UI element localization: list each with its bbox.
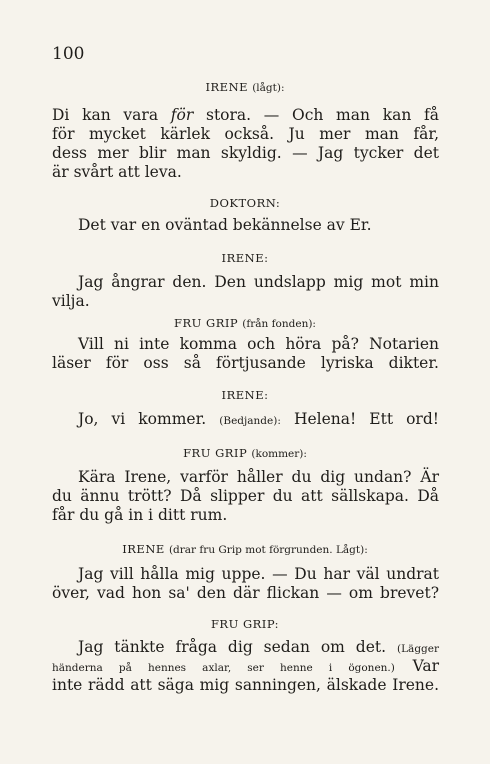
stage-direction: (kommer):	[251, 448, 307, 460]
dialogue-line: Kära Irene, varför håller du dig undan? Är	[78, 468, 439, 486]
dialogue-line: Jag vill hålla mig uppe. — Du har väl undrat	[78, 565, 439, 583]
dialogue-line: får du gå in i ditt rum.	[52, 506, 228, 524]
speaker-name: IRENE:	[221, 251, 269, 265]
stage-direction: händerna på hennes axlar, ser henne i ögonen.)	[52, 662, 395, 674]
dialogue-line: för mycket kärlek också. Ju mer man får,	[52, 125, 439, 143]
emphasis: för	[170, 106, 194, 124]
stage-direction: (Bedjande):	[219, 415, 281, 427]
speaker-name: IRENE	[122, 542, 165, 556]
dialogue-line: över, vad hon sa' den där flickan — om brevet?	[52, 584, 439, 602]
stage-direction: (lågt):	[252, 82, 285, 94]
dialogue-line: Jag ångrar den. Den undslapp mig mot min	[78, 273, 439, 291]
speaker-heading	[0, 617, 490, 631]
dialogue-line: Jo, vi kommer. (Bedjande): Helena! Ett ord!	[78, 410, 439, 428]
dialogue-line: händerna på hennes axlar, ser henne i ögonen.) Var	[52, 657, 439, 675]
dialogue-line: Det var en oväntad bekännelse av Er.	[78, 216, 372, 234]
page-number: 100	[52, 44, 85, 64]
stage-direction: (drar fru Grip mot förgrunden. Lågt):	[168, 544, 368, 556]
speaker-name: DOKTORN:	[209, 196, 281, 210]
dialogue-line: läser för oss så förtjusande lyriska dikter.	[52, 354, 439, 372]
stage-direction: (från fonden):	[242, 318, 316, 330]
speaker-heading	[0, 388, 490, 402]
speaker-name: IRENE	[205, 80, 249, 94]
speaker-name: FRU GRIP	[174, 316, 239, 330]
speaker-name: FRU GRIP:	[210, 617, 280, 631]
speaker-heading	[0, 446, 490, 460]
speaker-heading	[0, 542, 490, 556]
dialogue-line: är svårt att leva.	[52, 163, 182, 181]
dialogue-line: du ännu trött? Då slipper du att sällskapa. Då	[52, 487, 439, 505]
dialogue-line: Di kan vara för stora. — Och man kan få	[52, 106, 439, 124]
speaker-heading	[0, 80, 490, 94]
dialogue-line: vilja.	[52, 292, 90, 310]
dialogue-line: Vill ni inte komma och höra på? Notarien	[78, 335, 439, 353]
speaker-heading	[0, 196, 490, 210]
dialogue-line: Jag tänkte fråga dig sedan om det. (Lägger	[78, 638, 439, 656]
speaker-heading	[0, 316, 490, 330]
dialogue-line: inte rädd att säga mig sanningen, älskade Irene.	[52, 676, 439, 694]
speaker-name: FRU GRIP	[183, 446, 248, 460]
stage-direction: (Lägger	[396, 643, 439, 655]
dialogue-line: dess mer blir man skyldig. — Jag tycker det	[52, 144, 439, 162]
speaker-heading	[0, 251, 490, 265]
speaker-name: IRENE:	[221, 388, 269, 402]
